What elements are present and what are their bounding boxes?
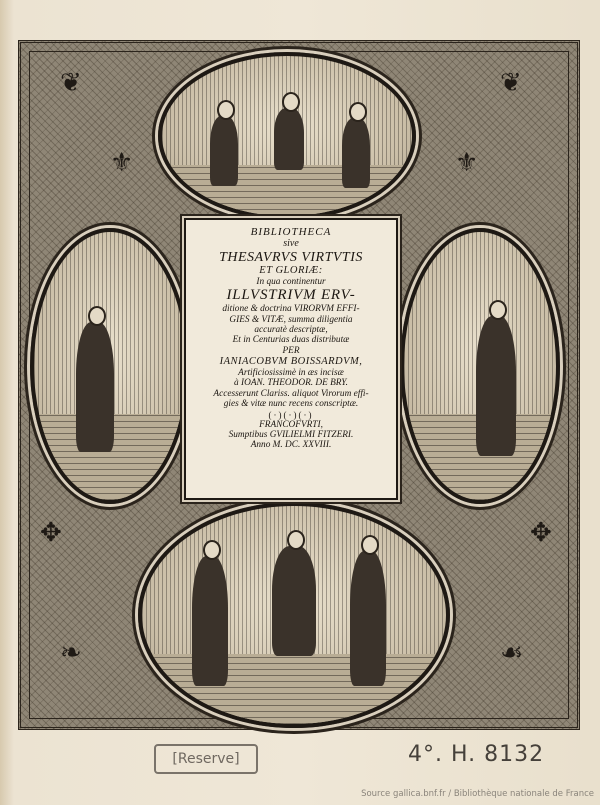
courtier-figure — [350, 551, 386, 686]
ornament-upper-right-vase: ⚜ — [455, 148, 479, 177]
ornament-top-left: ❦ — [60, 68, 82, 97]
title-separator: (·)(·)(·) — [268, 409, 314, 420]
ornament-bottom-right: ☙ — [500, 638, 524, 667]
imprint-publisher: Sumptibus GVILIELMI FITZERI. — [228, 430, 354, 441]
title-line-gies: GIES & VITÆ, summa diligentia — [229, 314, 353, 325]
imprint-place: FRANCOFVRTI, — [259, 419, 323, 430]
medallion-left-astronomer — [30, 228, 190, 504]
scholar-figure — [210, 116, 238, 186]
title-engraver: à IOAN. THEODOR. DE BRY. — [234, 378, 348, 389]
ornament-bottom-left: ❧ — [60, 638, 82, 667]
table-surface — [162, 165, 412, 216]
title-line-centurias: Et in Centurias duas distributæ — [232, 335, 350, 346]
ornament-upper-left-vase: ⚜ — [110, 148, 134, 177]
title-line-artificiosissime: Artificiosissimè in æs incisæ — [238, 367, 344, 378]
ornament-mid-right: ✥ — [530, 518, 552, 547]
title-author: IANIACOBVM BOISSARDVM, — [219, 356, 363, 368]
seated-ruler-figure — [272, 546, 316, 656]
medallion-top-scholars-at-table — [158, 52, 416, 220]
scholar-figure — [274, 108, 304, 170]
title-sive: sive — [283, 238, 299, 250]
title-panel — [184, 218, 398, 500]
title-et-gloriae: ET GLORIÆ: — [259, 265, 323, 277]
title-line-vitae: gies & vitæ nunc recens conscriptæ. — [223, 399, 359, 410]
ornament-top-right: ❦ — [500, 68, 522, 97]
title-line-ditione: ditione & doctrina VIRORVM EFFI- — [222, 304, 360, 315]
title-illustrium: ILLVSTRIVM ERV- — [226, 287, 356, 304]
imprint-year: Anno M. DC. XXVIII. — [250, 440, 332, 451]
title-line-accurate: accuratè descriptæ, — [254, 324, 328, 335]
reserve-stamp: [Reserve] — [154, 744, 258, 774]
title-in-qua: In qua continentur — [256, 276, 326, 287]
title-bibliotheca: BIBLIOTHECA — [250, 226, 332, 238]
courtier-figure — [192, 556, 228, 686]
title-line-accesserunt: Accesserunt Clariss. aliquot Virorum effi- — [213, 388, 369, 399]
shelfmark: 4°. H. 8132 — [408, 742, 545, 767]
source-credit: Source gallica.bnf.fr / Bibliothèque nationale de France — [361, 789, 594, 799]
astronomer-figure — [76, 322, 114, 452]
title-thesaurus: THESAVRVS VIRTVTIS — [219, 249, 363, 265]
steps — [142, 654, 446, 724]
medallion-bottom-audience-scene — [138, 502, 450, 728]
reader-figure — [476, 316, 516, 456]
title-per: PER — [282, 345, 300, 356]
scholar-figure — [342, 118, 370, 188]
ornament-mid-left: ✥ — [40, 518, 62, 547]
medallion-right-reader-at-lectern — [400, 228, 560, 504]
